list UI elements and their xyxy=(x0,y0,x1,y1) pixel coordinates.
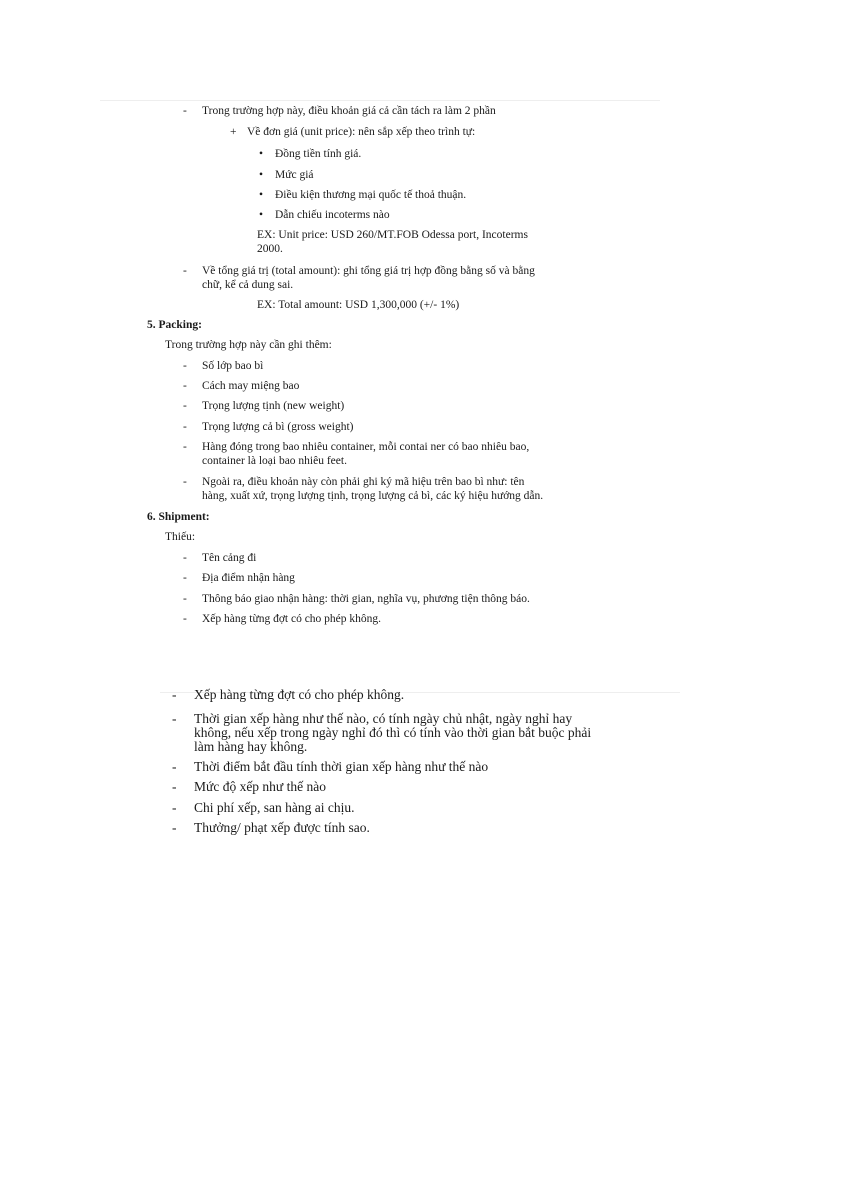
packing-intro: Trong trường hợp này cần ghi thêm: xyxy=(165,339,332,351)
bullet-marker: • xyxy=(259,189,264,201)
packing-item: Ngoài ra, điều khoản này còn phải ghi ký mã hiệu trên bao bì như: tên xyxy=(202,476,525,488)
shipment-dash: - xyxy=(183,572,187,584)
shipment-heading: 6. Shipment: xyxy=(147,511,210,523)
unit-price-example-line2: 2000. xyxy=(257,243,283,255)
loading-dash: - xyxy=(172,800,177,815)
loading-item: Thời gian xếp hàng như thế nào, có tính ngày chủ nhật, ngày nghỉ hay xyxy=(194,711,573,726)
loading-item: Chi phí xếp, san hàng ai chịu. xyxy=(194,800,355,815)
packing-dash: - xyxy=(183,441,187,453)
packing-item: Số lớp bao bì xyxy=(202,360,264,372)
bullet-marker: • xyxy=(259,209,264,221)
top-rule xyxy=(100,100,660,101)
packing-dash: - xyxy=(183,421,187,433)
loading-item: Mức độ xếp như thế nào xyxy=(194,779,326,794)
shipment-dash: - xyxy=(183,613,187,625)
loading-dash: - xyxy=(172,687,177,702)
packing-dash: - xyxy=(183,380,187,392)
packing-item-cont: hàng, xuất xứ, trọng lượng tịnh, trọng lượng cả bì, các ký hiệu hướng dẫn. xyxy=(202,490,544,502)
loading-item: Thưởng/ phạt xếp được tính sao. xyxy=(194,820,370,835)
shipment-dash: - xyxy=(183,552,187,564)
bullet-text: Đồng tiền tính giá. xyxy=(275,148,362,160)
packing-item: Trọng lượng cả bì (gross weight) xyxy=(202,421,354,433)
intro-text: Trong trường hợp này, điều khoản giá cả cần tách ra làm 2 phần xyxy=(202,105,496,117)
bullet-marker: • xyxy=(259,148,264,160)
unit-price-example-line1: EX: Unit price: USD 260/MT.FOB Odessa port, Incoterms xyxy=(257,229,528,241)
shipment-dash: - xyxy=(183,593,187,605)
packing-dash: - xyxy=(183,360,187,372)
loading-item: Xếp hàng từng đợt có cho phép không. xyxy=(194,687,405,702)
bullet-text: Mức giá xyxy=(275,169,314,181)
bullet-text: Điều kiện thương mại quốc tế thoả thuận. xyxy=(275,189,467,201)
shipment-item: Xếp hàng từng đợt có cho phép không. xyxy=(202,613,382,625)
loading-dash: - xyxy=(172,820,177,835)
unit-price-plus: + xyxy=(230,126,237,138)
packing-dash: - xyxy=(183,400,187,412)
intro-dash: - xyxy=(183,105,187,117)
packing-item: Cách may miệng bao xyxy=(202,380,300,392)
packing-heading: 5. Packing: xyxy=(147,319,202,331)
total-example: EX: Total amount: USD 1,300,000 (+/- 1%) xyxy=(257,299,460,311)
total-line2: chữ, kể cả dung sai. xyxy=(202,279,294,291)
shipment-item: Địa điểm nhận hàng xyxy=(202,572,295,584)
unit-price-heading: Về đơn giá (unit price): nên sắp xếp theo trình tự: xyxy=(247,126,476,138)
loading-item-cont: làm hàng hay không. xyxy=(194,739,308,754)
shipment-item: Thông báo giao nhận hàng: thời gian, nghĩa vụ, phương tiện thông báo. xyxy=(202,593,530,605)
loading-dash: - xyxy=(172,759,177,774)
packing-dash: - xyxy=(183,476,187,488)
total-dash: - xyxy=(183,265,187,277)
shipment-intro: Thiếu: xyxy=(165,531,196,543)
loading-dash: - xyxy=(172,779,177,794)
shipment-item: Tên cảng đi xyxy=(202,552,257,564)
total-line1: Về tổng giá trị (total amount): ghi tổng giá trị hợp đồng bằng số và bằng xyxy=(202,265,535,277)
bullet-text: Dẫn chiếu incoterms nào xyxy=(275,209,390,221)
packing-item: Trọng lượng tịnh (new weight) xyxy=(202,400,345,412)
loading-item: Thời điểm bắt đầu tính thời gian xếp hàng như thế nào xyxy=(194,759,489,774)
packing-item-cont: container là loại bao nhiêu feet. xyxy=(202,455,347,467)
loading-dash: - xyxy=(172,711,177,726)
bullet-marker: • xyxy=(259,169,264,181)
loading-item-cont: không, nếu xếp trong ngày nghỉ đó thì có tính vào thời gian bắt buộc phải xyxy=(194,725,592,740)
packing-item: Hàng đóng trong bao nhiêu container, mỗi contai ner có bao nhiêu bao, xyxy=(202,441,530,453)
